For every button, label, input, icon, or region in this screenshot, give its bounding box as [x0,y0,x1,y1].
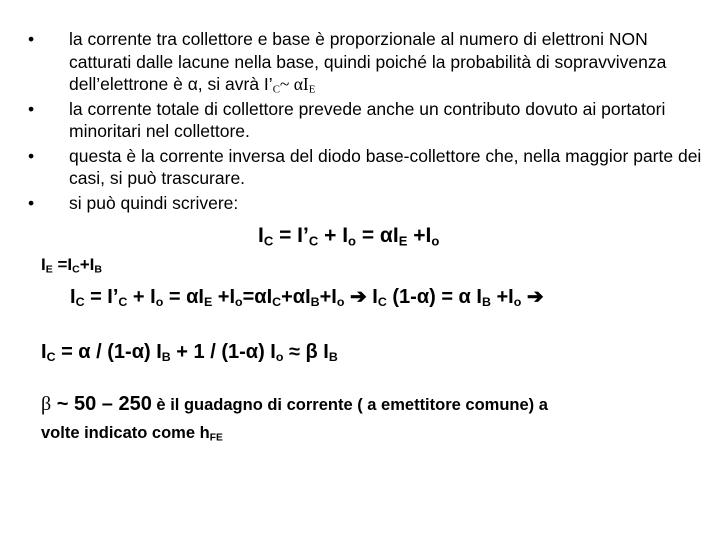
subscript: o [336,295,345,310]
eq-part: +I [79,255,95,274]
subscript: o [275,350,284,365]
subscript: C [46,350,56,365]
subscript: B [481,295,491,310]
hfe-text: volte indicato come h [41,424,210,442]
eq-part: (1-α) = α I [386,286,482,308]
arrow-icon: ➔ [349,286,367,308]
subscript: C [377,295,387,310]
bullet-dot: • [28,145,35,166]
beta-description: è il guadagno di corrente ( a emettitore comune) a [151,396,548,414]
eq-part: +αI [281,286,311,308]
bullet-text: questa è la corrente inversa del diodo base-collettore che, nella maggior parte dei casi, si può trascurare. [69,145,702,188]
eq-part: +I [212,286,236,308]
subscript: E [308,83,316,96]
eq-part: ≈ β I [283,341,329,363]
eq-part: = αI [163,286,204,308]
subscript: B [94,263,103,276]
eq-part: = I’ [84,286,119,308]
subscript: o [431,233,440,249]
subscript: B [161,350,171,365]
eq-part: = I’ [273,224,309,247]
bullet-text: la corrente totale di collettore prevede anche un contributo dovuto ai portatori minoritari nel collettore. [69,98,666,141]
equation-ie [41,255,102,275]
subscript: o [513,295,522,310]
eq-part: + I [127,286,156,308]
equation-derivation [70,284,544,309]
eq-part: =I [52,255,73,274]
eq-part: +I [319,286,337,308]
eq-part: +I [407,224,432,247]
bullet-item [28,28,708,96]
bullet-text-tail: ~ αI [279,74,309,94]
bullet-item [28,192,708,215]
beta-range: ~ 50 – 250 [51,393,152,415]
eq-part: = αI [356,224,399,247]
subscript: E [398,233,408,249]
bullet-item [28,98,708,143]
subscript: B [310,295,320,310]
subscript: C [72,263,80,276]
bullet-text: la corrente tra collettore e base è proporzionale al numero di elettroni NON catturati dalle lacune nella base, quindi poiché la probabilità di sopravvivenza dell’elettrone è α, si avrà I’ [69,29,667,94]
eq-part: I [41,341,47,363]
subscript: B [328,350,338,365]
subscript: E [45,263,53,276]
subscript: C [272,295,282,310]
eq-part: =αI [242,286,273,308]
subscript: C [308,233,319,249]
bullet-dot: • [28,98,35,119]
eq-part: I [70,286,76,308]
subscript: C [263,233,274,249]
subscript: o [235,295,243,310]
subscript: E [203,295,213,310]
subscript: FE [209,432,223,444]
subscript: o [155,295,164,310]
bullet-item [28,145,708,190]
equation-ic-final [41,341,338,364]
subscript: C [272,83,280,96]
hfe-line [41,424,223,443]
subscript: o [348,233,356,249]
eq-part: + I [318,224,349,247]
beta-symbol: β [41,393,52,415]
eq-part: I [41,255,46,274]
bullet-text: si può quindi scrivere: [69,192,239,213]
eq-part: +I [490,286,514,308]
eq-part: = α / (1-α) I [55,341,162,363]
beta-line [41,393,548,416]
bullet-list [28,28,708,214]
bullet-dot: • [28,29,35,49]
eq-part: I [366,286,378,308]
eq-part: + 1 / (1-α) I [170,341,276,363]
equation-ic [258,224,439,248]
subscript: C [75,295,85,310]
subscript: C [118,295,128,310]
arrow-icon: ➔ [526,286,544,308]
bullet-dot: • [28,192,35,213]
eq-part: I [258,224,264,247]
